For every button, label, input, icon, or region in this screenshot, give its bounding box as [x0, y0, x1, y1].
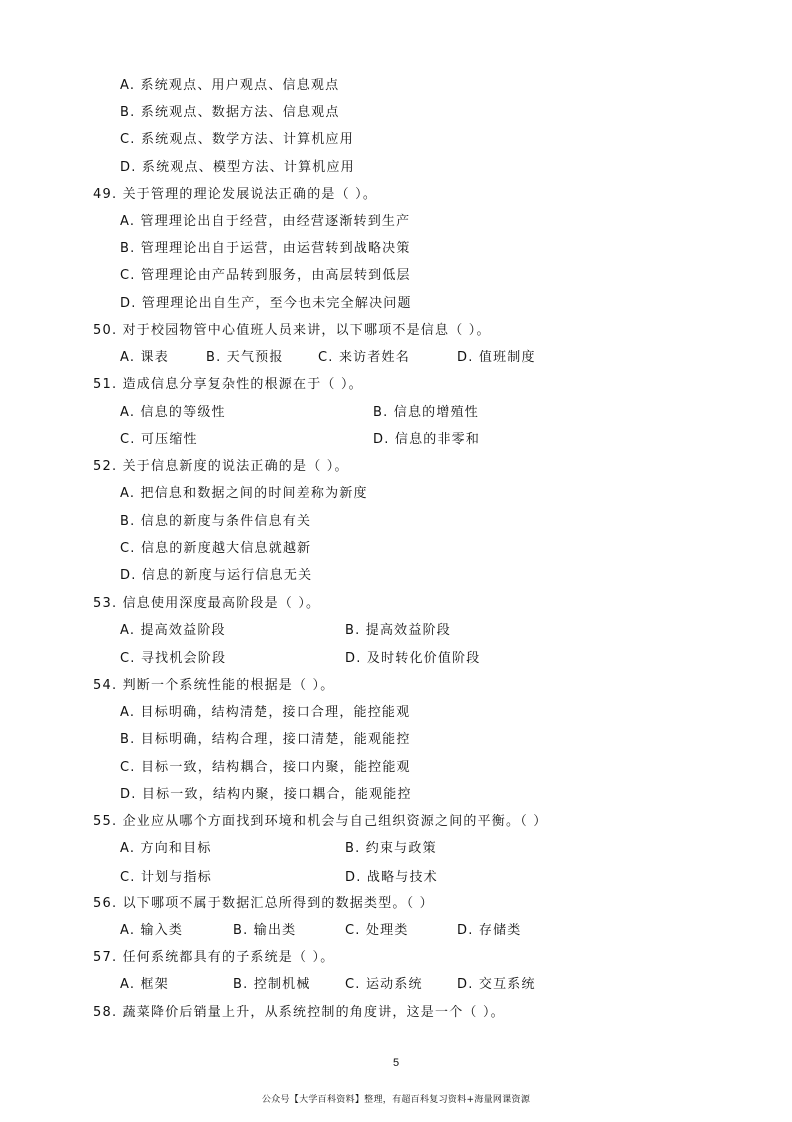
q56-stem: 56. 以下哪项不属于数据汇总所得到的数据类型。（ ） [93, 896, 434, 911]
q56-option-d: D. 存储类 [457, 923, 522, 938]
q57-option-d: D. 交互系统 [457, 977, 536, 992]
q55-option-c: C. 计划与指标 [120, 870, 212, 885]
q52-option-d: D. 信息的新度与运行信息无关 [120, 568, 313, 583]
q58-stem: 58. 蔬菜降价后销量上升，从系统控制的角度讲，这是一个（ ）。 [93, 1005, 505, 1020]
footer-note: 公众号【大学百科资料】整理，有超百科复习资料+海量网课资源 [261, 1095, 531, 1105]
q57-option-c: C. 运动系统 [345, 977, 423, 992]
q48-option-b: B. 系统观点、数据方法、信息观点 [120, 105, 340, 120]
q54-stem: 54. 判断一个系统性能的根据是（ ）。 [93, 678, 335, 693]
q53-options-row2 [0, 648, 792, 670]
q53-option-c: C. 寻找机会阶段 [120, 651, 227, 666]
q55-options-row1 [0, 838, 792, 860]
page-number: 5 [392, 1057, 400, 1069]
q52-stem: 52. 关于信息新度的说法正确的是（ ）。 [93, 459, 349, 474]
q51-option-c: C. 可压缩性 [120, 432, 198, 447]
q49-option-c: C. 管理理论由产品转到服务，由高层转到低层 [120, 268, 411, 283]
q50-options [0, 347, 792, 369]
q51-option-a: A. 信息的等级性 [120, 405, 226, 420]
q53-option-d: D. 及时转化价值阶段 [345, 651, 481, 666]
q53-stem: 53. 信息使用深度最高阶段是（ ）。 [93, 596, 321, 611]
q49-option-a: A. 管理理论出自于经营，由经营逐渐转到生产 [120, 214, 411, 229]
q56-options [0, 920, 792, 942]
q54-option-c: C. 目标一致，结构耦合，接口内聚，能控能观 [120, 760, 411, 775]
q54-option-d: D. 目标一致，结构内聚，接口耦合，能观能控 [120, 787, 412, 802]
q55-option-d: D. 战略与技术 [345, 870, 438, 885]
q53-option-a: A. 提高效益阶段 [120, 623, 226, 638]
q50-option-b: B. 天气预报 [206, 350, 284, 365]
q51-option-d: D. 信息的非零和 [373, 432, 481, 447]
q57-option-a: A. 框架 [120, 977, 169, 992]
q52-option-a: A. 把信息和数据之间的时间差称为新度 [120, 486, 368, 501]
q57-stem: 57. 任何系统都具有的子系统是（ ）。 [93, 950, 335, 965]
q57-options [0, 974, 792, 996]
q56-option-a: A. 输入类 [120, 923, 184, 938]
q48-option-a: A. 系统观点、用户观点、信息观点 [120, 78, 340, 93]
q50-option-c: C. 来访者姓名 [318, 350, 410, 365]
q53-option-b: B. 提高效益阶段 [345, 623, 451, 638]
q49-stem: 49. 关于管理的理论发展说法正确的是（ ）。 [93, 187, 378, 202]
q55-stem: 55. 企业应从哪个方面找到环境和机会与自己组织资源之间的平衡。（ ） [93, 814, 548, 829]
q52-option-c: C. 信息的新度越大信息就越新 [120, 541, 312, 556]
q52-option-b: B. 信息的新度与条件信息有关 [120, 514, 312, 529]
q51-options-row1 [0, 402, 792, 424]
q51-options-row2 [0, 429, 792, 451]
q51-option-b: B. 信息的增殖性 [373, 405, 479, 420]
q57-option-b: B. 控制机械 [233, 977, 311, 992]
q50-option-d: D. 值班制度 [457, 350, 536, 365]
q49-option-d: D. 管理理论出自生产，至今也未完全解决问题 [120, 296, 412, 311]
q53-options-row1 [0, 620, 792, 642]
q49-option-b: B. 管理理论出自于运营，由运营转到战略决策 [120, 241, 411, 256]
q56-option-b: B. 输出类 [233, 923, 297, 938]
q48-option-d: D. 系统观点、模型方法、计算机应用 [120, 160, 355, 175]
q50-stem: 50. 对于校园物管中心值班人员来讲，以下哪项不是信息（ ）。 [93, 323, 491, 338]
q48-option-c: C. 系统观点、数学方法、计算机应用 [120, 132, 354, 147]
q56-option-c: C. 处理类 [345, 923, 409, 938]
q55-option-a: A. 方向和目标 [120, 841, 212, 856]
q54-option-b: B. 目标明确，结构合理，接口清楚，能观能控 [120, 732, 411, 747]
q54-option-a: A. 目标明确，结构清楚，接口合理，能控能观 [120, 705, 411, 720]
q51-stem: 51. 造成信息分享复杂性的根源在于（ ）。 [93, 377, 363, 392]
q55-option-b: B. 约束与政策 [345, 841, 437, 856]
q55-options-row2 [0, 867, 792, 889]
q50-option-a: A. 课表 [120, 350, 169, 365]
